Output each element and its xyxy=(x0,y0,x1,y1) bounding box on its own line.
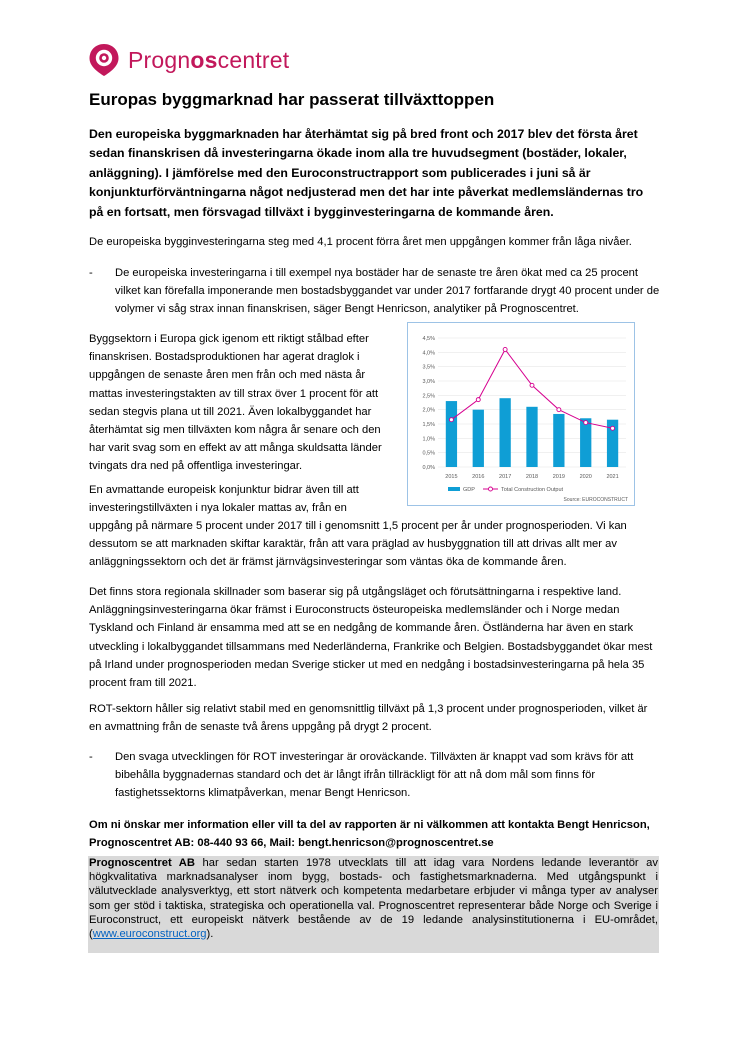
paragraph-3-start: En avmattande europeisk konjunktur bidrar även till att investeringstillväxten i nya lokaler mattas av, från en xyxy=(89,484,359,515)
chart-source: Source: EUROCONSTRUCT xyxy=(563,497,628,503)
about-text: har sedan starten 1978 utvecklats till att idag vara Nordens ledande leverantör av högkvalitativa marknadsanalyser inom bygg, bostads- och fastighetsmarknaderna. Med utgångspunkt i välutvecklade analysverktyg, ett stort nätverk och kompetenta medarbetare erbjuder vi många typer av analyser som ger stöd i taktiska, strategiska och operationella val. Prognoscentret representerar både Norge och Sverige i Euroconstruct, ett europeiskt nätverk bestående av de 19 ledande analysinstitutionerna i EU-området, ( xyxy=(89,857,659,941)
company-name: Prognoscentret AB xyxy=(89,857,195,869)
chart-svg xyxy=(408,323,634,505)
paragraph-2: Byggsektorn i Europa gick igenom ett riktigt stålbad efter finanskrisen. Bostadsproduktionen har agerat draglok i uppgången de senaste åren men från och med nästa år mattas investeringstakten av till strax över 1 procent för att sedan stegvis plana ut till 2021. Även lokalbyggandet har återhämtat sig men tillväxten kom några år senare och den har varit svag som en effekt av att många skuldsatta länder tvingats dra ned på offentliga investeringar. xyxy=(89,333,382,473)
about-box xyxy=(88,856,659,953)
page-title: Europas byggmarknad har passerat tillväxttoppen xyxy=(89,90,495,109)
legend-label-line: Total Construction Output xyxy=(501,487,564,493)
x-tick-label: 2021 xyxy=(606,474,619,480)
line-point xyxy=(557,408,561,412)
x-tick-label: 2020 xyxy=(579,474,592,480)
euroconstruct-link[interactable]: www.euroconstruct.org xyxy=(92,928,207,941)
bullet-2-text: Den svaga utvecklingen för ROT investeringar är oroväckande. Tillväxten är knappt vad som krävs för att bibehålla byggnadernas standard och det är långt ifrån tillräckligt för att nå dom mål som finns för fastighetssektorns klimatpåverkan, menar Bengt Henricson. xyxy=(115,751,634,800)
line-point xyxy=(530,383,534,387)
y-tick-label: 1,5% xyxy=(422,422,435,428)
bullet-dash: - xyxy=(89,267,93,279)
line-point xyxy=(584,421,588,425)
paragraph-1: De europeiska bygginvesteringarna steg med 4,1 procent förra året men uppgången kommer från låga nivåer. xyxy=(89,236,632,248)
y-tick-label: 1,0% xyxy=(422,436,435,443)
bar xyxy=(446,401,457,467)
paragraph-5: ROT-sektorn håller sig relativt stabil med en genomsnittlig tillväxt på 1,3 procent under prognosperioden, vilket är en avmattning från de senaste två årens uppgång på drygt 2 procent. xyxy=(89,703,648,734)
bar xyxy=(553,414,564,467)
line-point xyxy=(611,426,615,430)
bar xyxy=(526,407,537,467)
legend-label-gdp: GDP xyxy=(463,487,475,493)
y-tick-label: 0,5% xyxy=(422,450,435,457)
logo-text: Prognoscentret xyxy=(128,46,290,73)
y-tick-label: 2,5% xyxy=(422,393,435,400)
bar xyxy=(580,418,591,467)
line-point xyxy=(449,418,453,422)
lead-paragraph: Den europeiska byggmarknaden har återhämtat sig på bred front och 2017 blev det första året sedan finanskrisen då investeringarna ökade inom alla tre huvudsegment (bostäder, lokaler, anläggning). I jämförelse med den Euroconstructrapport som publicerades i juni så är konjunkturförväntningarna något nedjusterad men det har inte påverkat medlemsländernas tro på en fortsatt, men försvagad tillväxt i bygginvesteringarna de kommande åren. xyxy=(89,127,644,219)
bullet-1 xyxy=(89,264,661,320)
x-tick-label: 2016 xyxy=(472,474,485,480)
x-tick-label: 2018 xyxy=(525,474,539,480)
about-end: ). xyxy=(206,928,214,941)
chart xyxy=(407,322,635,506)
y-tick-label: 3,0% xyxy=(422,379,435,385)
paragraph-3-end: uppgång på närmare 5 procent under 2017 till i genomsnitt 1,5 procent per år under prognosperioden. Vi kan dessutom se att marknaden skiftar karaktär, från att vara präglad av husbyggnation till att drivas allt mer av anläggningssektorn och det är främst järnvägsinvesteringar som väntas öka de kommande åren. xyxy=(89,520,627,569)
line-point xyxy=(503,347,507,351)
bullet-2 xyxy=(89,748,661,804)
legend-swatch-gdp xyxy=(448,487,460,491)
location-pin-icon xyxy=(88,43,120,77)
y-tick-label: 4,0% xyxy=(422,350,435,357)
x-tick-label: 2017 xyxy=(499,474,512,480)
y-tick-label: 0,0% xyxy=(422,465,435,471)
bar xyxy=(473,410,484,467)
legend-swatch-marker xyxy=(489,487,493,491)
bullet-1-text: De europeiska investeringarna i till exempel nya bostäder har de senaste tre åren ökat med ca 25 procent vilket kan förefalla imponerande men bostadsbyggandet var under 2017 fortfarande drygt 40 procent under de volymer vi såg strax innan finanskrisen, säger Bengt Henricson, analytiker på Prognoscentret. xyxy=(115,267,660,316)
y-tick-label: 3,5% xyxy=(422,364,435,371)
line-point xyxy=(476,398,480,402)
y-tick-label: 4,5% xyxy=(422,336,435,342)
paragraph-4: Det finns stora regionala skillnader som baserar sig på utgångsläget och förutsättningarna i respektive land. Anläggningsinvesteringarna ökar främst i Euroconstructs östeuropeiska medlemsländer och i Norge medan Tyskland och Finland är ensamma med att se en nedgång de kommande åren. Östländerna har även en stark utveckling i lokalbyggandet tillsammans med Nederländerna, Frankrike och Belgien. Bostadsbyggandet ökar mest på Irland under prognosperioden medan Sverige sticker ut med en nedgång i bostadsinvesteringarna på hela 35 procent fram till 2021. xyxy=(89,586,653,690)
bar xyxy=(500,398,511,467)
x-tick-label: 2019 xyxy=(552,474,565,480)
contact-info: Om ni önskar mer information eller vill ta del av rapporten är ni välkommen att kontakta Bengt Henricson, Prognoscentret AB: 08-440 93 66, Mail: bengt.henricson@prognoscentret.se xyxy=(89,819,650,850)
bullet-dash: - xyxy=(89,751,93,763)
logo xyxy=(88,42,289,78)
x-tick-label: 2015 xyxy=(445,474,458,480)
y-tick-label: 2,0% xyxy=(422,407,435,414)
